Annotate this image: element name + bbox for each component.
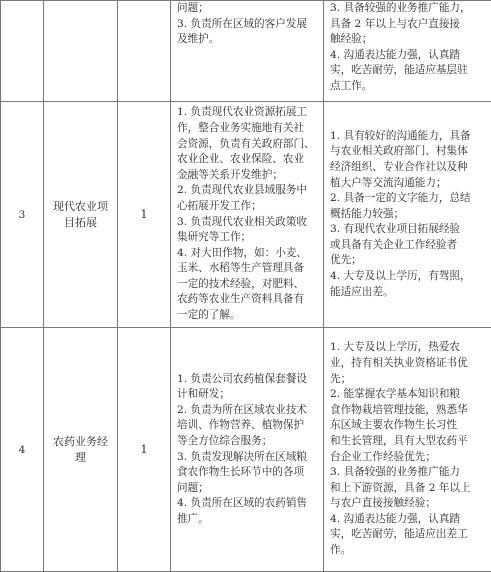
duty-line: 食农作物生长环节中的各项: [177, 465, 317, 481]
table-row: [1, 328, 491, 572]
position-name-line: 农药业务经: [50, 434, 111, 450]
requirement-line: 触经验；: [330, 32, 485, 48]
position-name: [44, 328, 118, 572]
duty-line: 4. 负责所在区域的农药销售: [177, 496, 317, 512]
duty-line: 培训、作物营养、植物保护: [177, 418, 317, 434]
requirement-line: 4. 大专及以上学历，有驾照，: [330, 269, 485, 285]
duty-line: 3. 负责所在区域的客户发展: [177, 17, 317, 33]
duty-line: 1. 负责现代农业资源拓展工: [177, 105, 317, 121]
requirement-line: 业，持有相关执业资格证书优: [330, 356, 485, 372]
requirement-line: 台企业工作经验优先；: [330, 450, 485, 466]
requirement-line: 概括能力较强；: [330, 207, 485, 223]
requirement-line: 3. 具备较强的业务推广能力，: [330, 1, 485, 17]
requirement-line: 2. 具备一定的文字能力，总结: [330, 191, 485, 207]
requirement-line: 作。: [330, 543, 485, 559]
requirement-line: 1. 具有较好的沟通能力，具备: [330, 129, 485, 145]
duty-line: 问题；: [177, 481, 317, 497]
duty-line: 4. 对大田作物，如：小麦、: [177, 246, 317, 262]
row-number: 3: [1, 102, 44, 328]
job-duties: [171, 328, 324, 572]
requirement-line: 植大户等交流沟通能力；: [330, 176, 485, 192]
headcount: 1: [118, 328, 171, 572]
duty-line: 心拓展开发工作；: [177, 199, 317, 215]
headcount: [118, 1, 171, 102]
duty-line: 计和研发；: [177, 387, 317, 403]
duty-line: 1. 负责公司农药植保套餐设: [177, 372, 317, 388]
job-requirements: [324, 102, 491, 328]
job-requirements: [324, 328, 491, 572]
row-number: [1, 1, 44, 102]
job-duties: [171, 102, 324, 328]
table-row: [1, 102, 491, 328]
requirement-line: 与农业相关政府部门、村集体: [330, 144, 485, 160]
requirement-line: 或具备有关企业工作经验者: [330, 238, 485, 254]
requirement-line: 4. 沟通表达能力强，认真踏: [330, 512, 485, 528]
requirement-line: 优先；: [330, 253, 485, 269]
duty-line: 农业企业、农业保险、农业: [177, 152, 317, 168]
requirement-line: 实，吃苦耐劳，能适应基层驻: [330, 63, 485, 79]
requirement-line: 食作物栽培管理技能，熟悉华: [330, 403, 485, 419]
duty-line: 2. 负责为所在区域农业技术: [177, 403, 317, 419]
duty-line: 金融等关系开发维护；: [177, 168, 317, 184]
duty-line: 等全方位综合服务；: [177, 434, 317, 450]
position-name-line: 理: [50, 450, 111, 466]
requirement-line: 实，吃苦耐劳，能适应出差工: [330, 527, 485, 543]
duty-line: 2. 负责现代农业县域服务中: [177, 183, 317, 199]
duty-line: 3. 负责发现解决所在区域粮: [177, 450, 317, 466]
duty-line: 及维护。: [177, 32, 317, 48]
position-name-line: 现代农业项: [50, 199, 111, 215]
position-name-line: 目拓展: [50, 215, 111, 231]
headcount: 1: [118, 102, 171, 328]
job-duties: [171, 1, 324, 102]
requirement-line: 点工作。: [330, 79, 485, 95]
position-name: [44, 102, 118, 328]
requirement-line: 和生长管理，具有大型农药平: [330, 434, 485, 450]
duty-line: 一定的了解。: [177, 308, 317, 324]
duty-line: 玉米、水稻等生产管理具备: [177, 261, 317, 277]
duty-line: 作，整合业务实施地有关社: [177, 121, 317, 137]
requirement-line: 先；: [330, 372, 485, 388]
requirement-line: 与农户直接接触经验；: [330, 496, 485, 512]
requirement-line: 和上下游资源，具备 2 年以上: [330, 481, 485, 497]
duty-line: 会资源，负责有关政府部门、: [177, 137, 317, 153]
requirement-line: 东区域主要农作物生长习性: [330, 418, 485, 434]
position-name: [44, 1, 118, 102]
duty-line: 一定的技术经验，对肥料、: [177, 277, 317, 293]
requirement-line: 2. 能掌握农学基本知识和粮: [330, 387, 485, 403]
requirement-line: 具备 2 年以上与农户直接接: [330, 17, 485, 33]
row-number: 4: [1, 328, 44, 572]
duty-line: 3. 负责现代农业相关政策收: [177, 215, 317, 231]
requirement-line: 3. 具备较强的业务推广能力: [330, 465, 485, 481]
duty-line: 集研究等工作；: [177, 230, 317, 246]
job-requirements: [324, 1, 491, 102]
requirement-line: 3. 有现代农业项目拓展经验: [330, 222, 485, 238]
table-row: [1, 1, 491, 102]
duty-line: 推广。: [177, 512, 317, 528]
requirement-line: 1. 大专及以上学历，热爱农: [330, 340, 485, 356]
requirement-line: 能适应出差。: [330, 285, 485, 301]
duty-line: 问题；: [177, 1, 317, 17]
requirement-line: 4. 沟通表达能力强，认真踏: [330, 48, 485, 64]
requirement-line: 经济组织、专业合作社以及种: [330, 160, 485, 176]
duty-line: 农药等农业生产资料具备有: [177, 292, 317, 308]
